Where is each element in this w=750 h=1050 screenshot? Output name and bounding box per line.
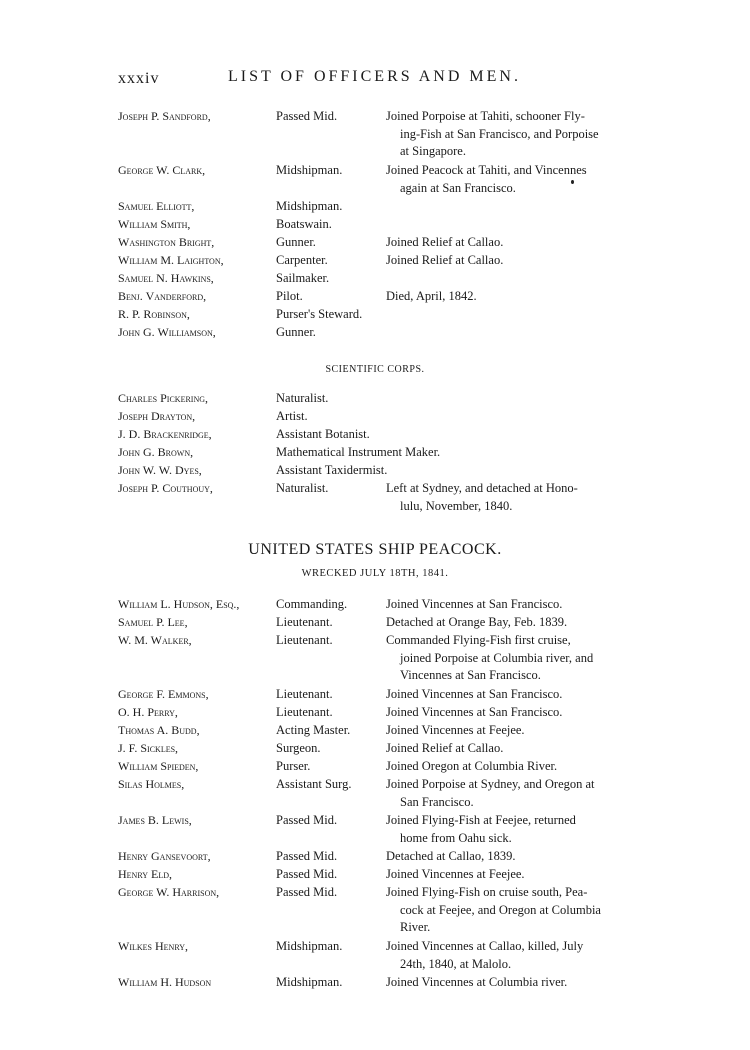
remark-line: Joined Vincennes at Feejee. — [386, 867, 525, 881]
person-rank: Lieutenant. — [276, 615, 333, 629]
person-rank: Acting Master. — [276, 723, 351, 737]
person-rank: Carpenter. — [276, 253, 328, 267]
person-rank: Assistant Surg. — [276, 777, 352, 791]
person-rank: Assistant Taxidermist. — [276, 463, 388, 477]
person-rank: Midshipman. — [276, 975, 343, 989]
person-name: Washington Bright, — [118, 235, 215, 249]
remark-line: Joined Vincennes at Feejee. — [386, 723, 525, 737]
remark-line: Joined Relief at Callao. — [386, 253, 504, 267]
person-rank: Lieutenant. — [276, 705, 333, 719]
remark-line: Joined Vincennes at Callao, killed, July — [386, 939, 584, 953]
remark-line: home from Oahu sick. — [400, 830, 512, 845]
person-name: Joseph P. Couthouy, — [118, 481, 213, 495]
person-remark — [386, 234, 632, 252]
page-number: xxxiv — [118, 70, 160, 87]
person-rank: Gunner. — [276, 325, 316, 339]
person-name: Joseph Drayton, — [118, 409, 196, 423]
person-remark — [386, 108, 632, 161]
person-remark — [386, 758, 632, 776]
person-rank: Midshipman. — [276, 163, 343, 177]
remark-line: cock at Feejee, and Oregon at Columbia — [400, 902, 601, 917]
person-rank: Surgeon. — [276, 741, 321, 755]
person-name: Benj. Vanderford, — [118, 289, 207, 303]
person-rank: Pilot. — [276, 289, 303, 303]
remark-line: Joined Flying-Fish on cruise south, Pea- — [386, 885, 588, 899]
person-name: William H. Hudson — [118, 975, 212, 989]
scientific-corps-heading: SCIENTIFIC CORPS. — [325, 364, 425, 375]
remark-line: 24th, 1840, at Malolo. — [400, 956, 512, 971]
remark-line: Joined Relief at Callao. — [386, 235, 504, 249]
person-rank: Commanding. — [276, 597, 348, 611]
ship-heading: UNITED STATES SHIP PEACOCK. — [248, 541, 502, 558]
person-rank: Lieutenant. — [276, 633, 333, 647]
person-rank: Artist. — [276, 409, 308, 423]
person-remark — [386, 938, 632, 973]
remark-line: Joined Porpoise at Tahiti, schooner Fly- — [386, 109, 585, 123]
remark-line: at Singapore. — [400, 144, 466, 158]
person-rank: Naturalist. — [276, 391, 329, 405]
person-remark — [386, 614, 632, 632]
person-remark — [386, 812, 632, 847]
remark-line: Joined Oregon at Columbia River. — [386, 759, 558, 773]
person-name: George W. Harrison, — [118, 885, 220, 899]
person-name: William L. Hudson, Esq., — [118, 597, 240, 611]
remark-line: Joined Vincennes at San Francisco. — [386, 597, 563, 611]
person-name: William Spieden, — [118, 759, 199, 773]
person-remark — [386, 722, 632, 740]
person-name: Wilkes Henry, — [118, 939, 188, 953]
person-rank: Gunner. — [276, 235, 316, 249]
person-name: John G. Williamson, — [118, 325, 216, 339]
remark-line: Left at Sydney, and detached at Hono- — [386, 481, 578, 495]
person-remark — [386, 632, 632, 685]
remark-line: Joined Vincennes at San Francisco. — [386, 705, 563, 719]
remark-line: joined Porpoise at Columbia river, and — [400, 650, 594, 665]
person-remark — [386, 848, 632, 866]
person-remark — [386, 596, 632, 614]
remark-line: Joined Relief at Callao. — [386, 741, 504, 755]
person-name: John G. Brown, — [118, 445, 194, 459]
person-remark — [386, 866, 632, 884]
person-name: Joseph P. Sandford, — [118, 109, 211, 123]
remark-line: ing-Fish at San Francisco, and Porpoise — [400, 126, 599, 141]
person-remark — [386, 884, 632, 937]
person-name: Charles Pickering, — [118, 391, 209, 405]
remark-line: Detached at Orange Bay, Feb. 1839. — [386, 615, 568, 629]
person-name: William M. Laighton, — [118, 253, 224, 267]
remark-line: Joined Vincennes at San Francisco. — [386, 687, 563, 701]
person-remark — [386, 252, 632, 270]
person-remark — [386, 288, 632, 306]
person-name: W. M. Walker, — [118, 633, 192, 647]
person-rank: Mathematical Instrument Maker. — [276, 445, 441, 459]
person-name: J. F. Sickles, — [118, 741, 179, 755]
person-rank: Passed Mid. — [276, 885, 338, 899]
person-rank: Naturalist. — [276, 481, 329, 495]
person-name: William Smith, — [118, 217, 191, 231]
person-name: Silas Holmes, — [118, 777, 185, 791]
person-name: J. D. Brackenridge, — [118, 427, 212, 441]
person-name: Samuel P. Lee, — [118, 615, 188, 629]
person-name: George F. Emmons, — [118, 687, 209, 701]
remark-line: Joined Porpoise at Sydney, and Oregon at — [386, 777, 595, 791]
person-name: Samuel N. Hawkins, — [118, 271, 214, 285]
person-name: Samuel Elliott, — [118, 199, 195, 213]
ink-speck — [571, 180, 574, 184]
person-rank: Purser. — [276, 759, 311, 773]
person-name: Henry Eld, — [118, 867, 172, 881]
person-remark — [386, 704, 632, 722]
person-name: James B. Lewis, — [118, 813, 192, 827]
person-rank: Boatswain. — [276, 217, 332, 231]
person-rank: Purser's Steward. — [276, 307, 363, 321]
person-rank: Midshipman. — [276, 939, 343, 953]
remark-line: River. — [400, 920, 431, 934]
remark-line: lulu, November, 1840. — [400, 498, 513, 513]
remark-line: Joined Flying-Fish at Feejee, returned — [386, 813, 576, 827]
person-rank: Sailmaker. — [276, 271, 330, 285]
ship-subheading: WRECKED JULY 18TH, 1841. — [301, 568, 449, 579]
person-rank: Passed Mid. — [276, 867, 338, 881]
remark-line: Died, April, 1842. — [386, 289, 477, 303]
running-title: LIST OF OFFICERS AND MEN. — [228, 68, 521, 85]
person-name: Henry Gansevoort, — [118, 849, 211, 863]
person-rank: Passed Mid. — [276, 109, 338, 123]
person-name: Thomas A. Budd, — [118, 723, 200, 737]
person-remark — [386, 686, 632, 704]
remark-line: again at San Francisco. — [400, 180, 516, 195]
person-remark — [386, 162, 632, 197]
person-rank: Lieutenant. — [276, 687, 333, 701]
remark-line: Commanded Flying-Fish first cruise, — [386, 633, 571, 647]
person-remark — [386, 740, 632, 758]
remark-line: San Francisco. — [400, 794, 474, 809]
remark-line: Vincennes at San Francisco. — [400, 668, 541, 682]
remark-line: Joined Peacock at Tahiti, and Vincennes — [386, 163, 587, 177]
person-name: O. H. Perry, — [118, 705, 178, 719]
person-remark — [386, 974, 632, 992]
person-name: R. P. Robinson, — [118, 307, 190, 321]
person-rank: Passed Mid. — [276, 813, 338, 827]
person-rank: Assistant Botanist. — [276, 427, 370, 441]
remark-line: Joined Vincennes at Columbia river. — [386, 975, 568, 989]
remark-line: Detached at Callao, 1839. — [386, 849, 516, 863]
person-name: John W. W. Dyes, — [118, 463, 202, 477]
person-rank: Midshipman. — [276, 199, 343, 213]
person-name: George W. Clark, — [118, 163, 206, 177]
person-remark — [386, 776, 632, 811]
person-rank: Passed Mid. — [276, 849, 338, 863]
person-remark — [386, 480, 632, 515]
